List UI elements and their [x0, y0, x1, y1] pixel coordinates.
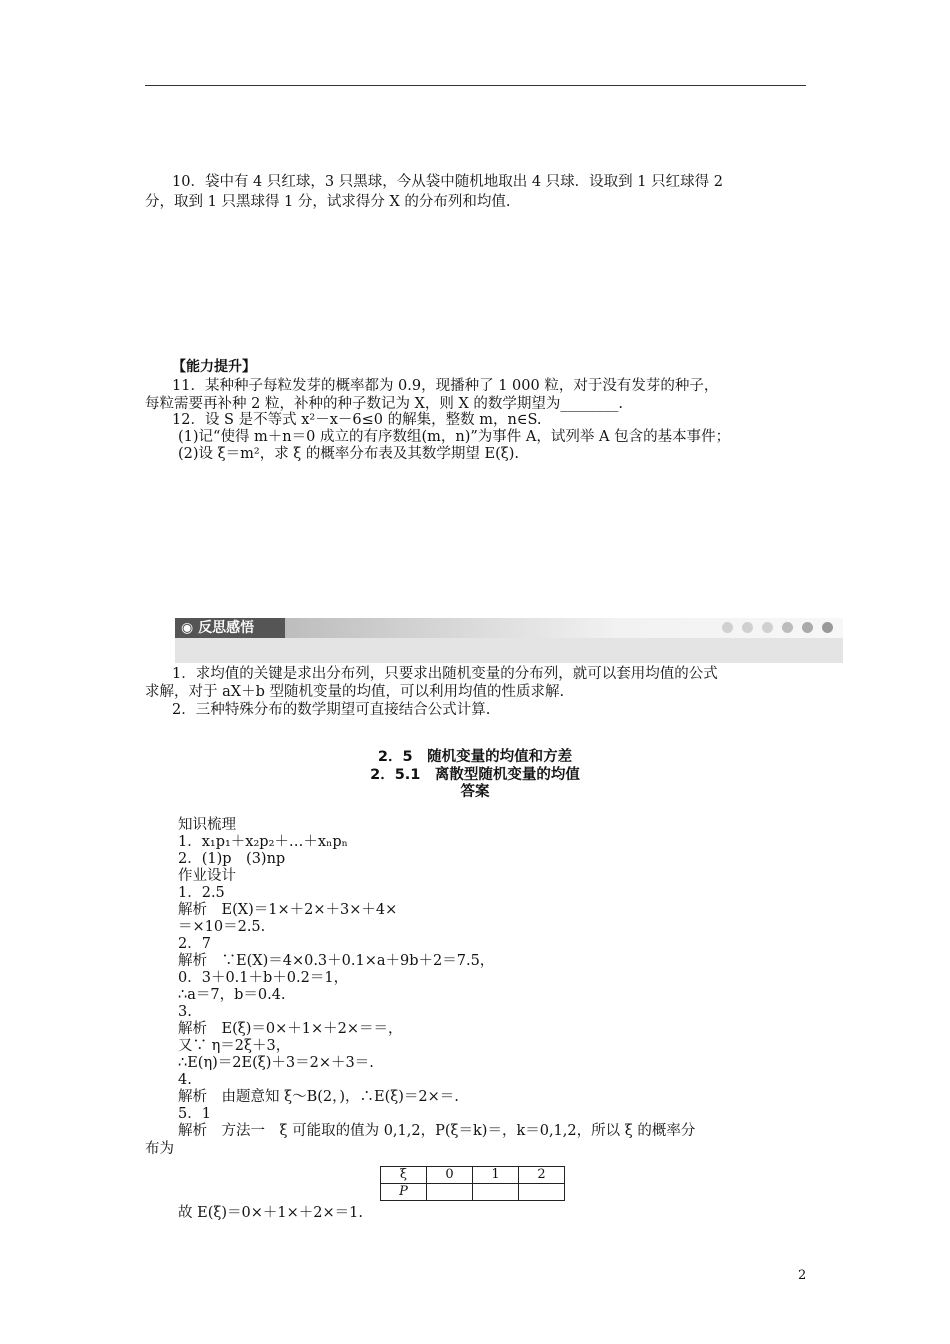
- dot-icon: [782, 622, 793, 633]
- reflection-line2: 求解，对于 aX＋b 型随机变量的均值，可以利用均值的性质求解.: [145, 684, 565, 700]
- dot-icon: [822, 622, 833, 633]
- answer-line: 3.: [178, 1004, 192, 1020]
- banner-bar: [285, 618, 843, 638]
- table-cell: [427, 1184, 473, 1201]
- q11-line1: 11．某种种子每粒发芽的概率都为 0.9，现播种了 1 000 粒，对于没有发芽的种子，: [172, 378, 719, 394]
- banner-label: ◉ 反思感悟: [175, 618, 285, 638]
- distribution-table: [380, 1166, 565, 1201]
- table-cell: [473, 1184, 519, 1201]
- answer-line: 1．2.5: [178, 885, 225, 901]
- answer-line: 解析 ∵E(X)＝4×0.3＋0.1×a＋9b＋2＝7.5，: [178, 953, 495, 969]
- dot-icon: [722, 622, 733, 633]
- q10-line2: 分，取到 1 只黑球得 1 分，试求得分 X 的分布列和均值.: [145, 194, 511, 210]
- q12-line3: (2)设 ξ＝m²，求 ξ 的概率分布表及其数学期望 E(ξ).: [178, 446, 520, 462]
- section-ability: 【能力提升】: [172, 359, 256, 375]
- answer-line: 1．x₁p₁＋x₂p₂＋…＋xₙpₙ: [178, 834, 348, 850]
- title-answers: 答案: [460, 784, 490, 800]
- reflection-banner: [175, 618, 843, 663]
- dot-icon: [742, 622, 753, 633]
- answer-line: 作业设计: [178, 868, 236, 884]
- answer-line: 解析 E(ξ)＝0×＋1×＋2×＝＝，: [178, 1021, 403, 1037]
- top-rule: [145, 85, 806, 86]
- answer-line: 0．3＋0.1＋b＋0.2＝1，: [178, 970, 349, 986]
- table-row: [381, 1167, 565, 1184]
- answer-line: 又∵ η＝2ξ＋3，: [178, 1038, 291, 1054]
- reflection-line1: 1．求均值的关键是求出分布列，只要求出随机变量的分布列，就可以套用均值的公式: [172, 666, 718, 682]
- answer-line: 4.: [178, 1072, 192, 1088]
- page-number: 2: [798, 1268, 807, 1283]
- table-row: [381, 1184, 565, 1201]
- answer-line: ＝×10＝2.5.: [178, 919, 266, 935]
- answer-line: 布为: [145, 1141, 174, 1157]
- answer-line: 5．1: [178, 1106, 211, 1122]
- answer-line: 解析 由题意知 ξ～B(2，)，∴E(ξ)＝2×＝.: [178, 1089, 459, 1105]
- answer-line: 知识梳理: [178, 817, 236, 833]
- table-cell: P: [381, 1184, 427, 1201]
- table-cell: 0: [427, 1167, 473, 1184]
- q12-line2: (1)记“使得 m＋n＝0 成立的有序数组(m，n)”为事件 A，试列举 A 包含的基本事件；: [178, 429, 731, 445]
- title-section: 2．5 随机变量的均值和方差: [377, 749, 573, 765]
- q12-line1: 12．设 S 是不等式 x²－x－6≤0 的解集，整数 m，n∈S.: [172, 412, 542, 428]
- title-subsection: 2．5.1 离散型随机变量的均值: [370, 767, 580, 783]
- answer-line: 2．(1)p (3)np: [178, 851, 286, 867]
- table-cell: 1: [473, 1167, 519, 1184]
- answer-line: 解析 方法一 ξ 可能取的值为 0,1,2，P(ξ＝k)＝，k＝0,1,2，所以 ξ 的概率分: [178, 1123, 696, 1139]
- dot-icon: [802, 622, 813, 633]
- answer-line: 故 E(ξ)＝0×＋1×＋2×＝1.: [178, 1205, 363, 1221]
- answer-line: ∴a＝7，b＝0.4.: [178, 987, 286, 1003]
- answer-line: 2．7: [178, 936, 211, 952]
- reflection-line3: 2．三种特殊分布的数学期望可直接结合公式计算.: [172, 702, 491, 718]
- q11-line2: 每粒需要再补种 2 粒，补种的种子数记为 X，则 X 的数学期望为________.: [145, 396, 624, 412]
- answer-line: ∴E(η)＝2E(ξ)＋3＝2×＋3＝.: [178, 1055, 374, 1071]
- table-cell: ξ: [381, 1167, 427, 1184]
- q10-line1: 10．袋中有 4 只红球，3 只黑球，今从袋中随机地取出 4 只球．设取到 1 只红球得 2: [172, 174, 723, 190]
- table-cell: [519, 1184, 565, 1201]
- answer-line: 解析 E(X)＝1×＋2×＋3×＋4×: [178, 902, 398, 918]
- dot-icon: [762, 622, 773, 633]
- banner-dots: [722, 622, 833, 633]
- table-cell: 2: [519, 1167, 565, 1184]
